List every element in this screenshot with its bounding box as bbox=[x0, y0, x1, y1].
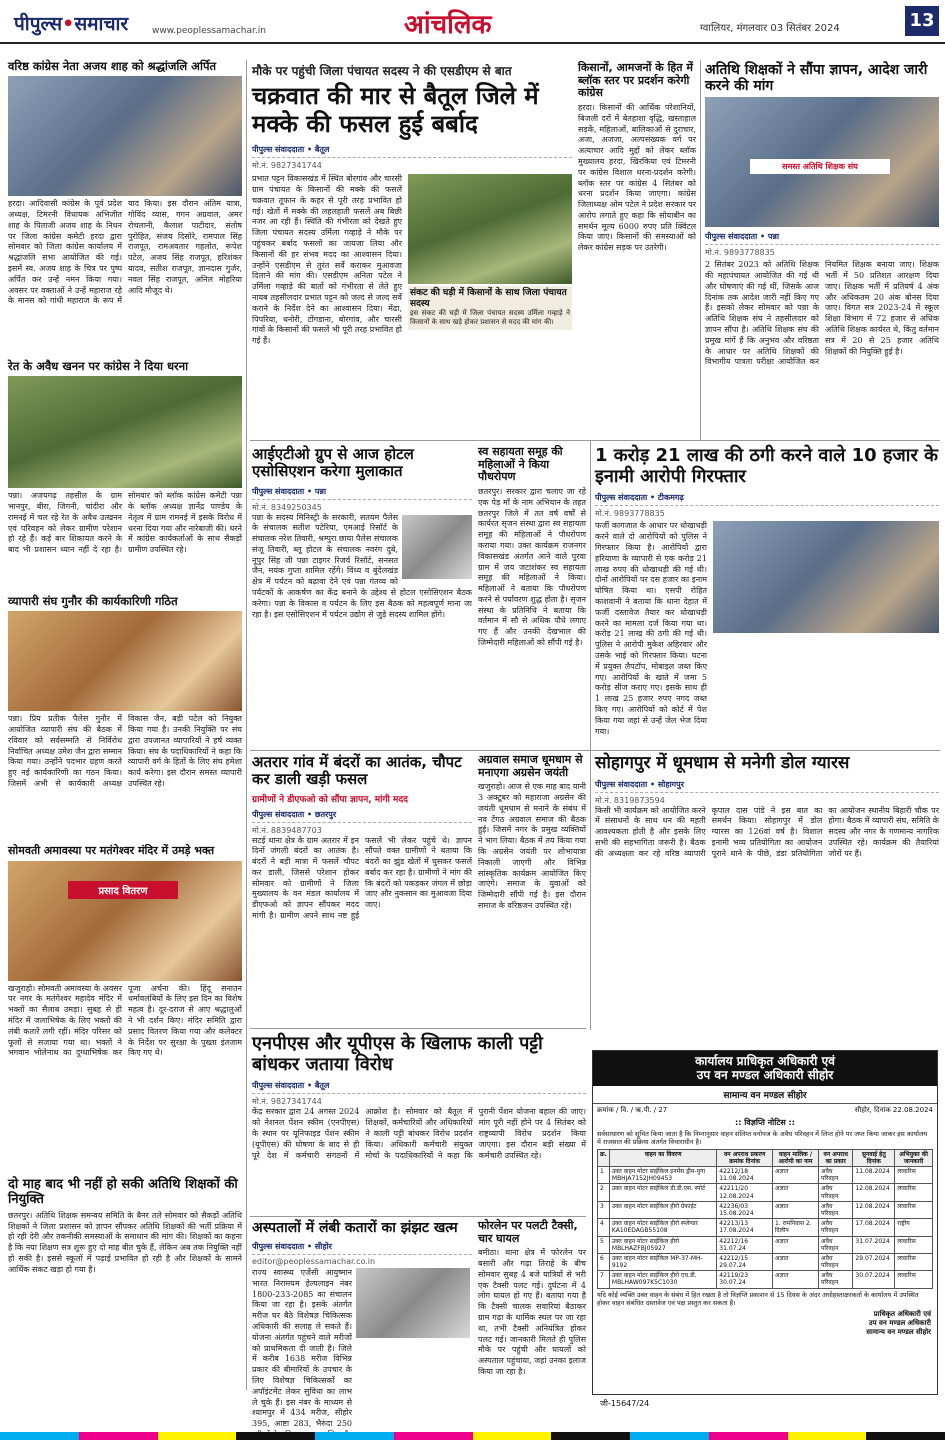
headline: अस्पतालों में लंबी कतारों का झंझट खत्म bbox=[252, 1220, 458, 1236]
notice-footer: यदि कोई व्यक्ति उक्त वाहन के संबंध में हित रखता है तो विज्ञप्ति प्रकाशन से 15 दिवस के अंदर अधोहस्ताक्षरकर्ता के कार्यालय में उपस्थित होकर वाहन संबंधित दस्तावेज एवं पक्ष प्रस्तुत कर सकता है। bbox=[597, 1290, 919, 1308]
notice-intro: सर्वसाधारण को सूचित किया जाता है कि निम्नानुसार वाहन संलिप्त वनोपज के अवैध परिवहन में लिप्त होने पर जप्त किया जाकर इस कार्यालय में राजसात की प्रक्रिया अंतर्गत विचाराधीन है। bbox=[597, 1129, 928, 1147]
table-cell: अज्ञात bbox=[772, 1271, 818, 1288]
table-row bbox=[598, 1184, 933, 1201]
notice-meta bbox=[593, 1104, 937, 1117]
memo-banner: समस्त अतिथि शिक्षक संघ bbox=[750, 159, 890, 174]
table-cell: अज्ञात bbox=[772, 1201, 818, 1218]
article-body: छतरपुर। सरकार द्वारा चलाए जा रहे एक पेड़ माँ के नाम अभियान के तहत छतरपुर जिले में तत वर्ष वर्षों से कार्यरत सृजन संस्था द्वारा स्व सहायता समूह की महिलाओं ने पौधरोपण कराया गया। उक्त कार्यक्रम राजनगर विकासखंड अंतर्गत आने वाले पुरवा ग्राम में जय जटाशंकर स्व सहायता समूह की महिलाओं ने किया। महिलाओं ने बताया कि पौधरोपण करने से पर्यावरण शुद्ध होता है। सृजन संस्था के प्रतिनिधि ने बताया कि वर्तमान में सौ से अधिक पौधे लगाए गए हैं और उनकी देखभाल की जिम्मेदारी महिलाओं को सौंपी गई है। bbox=[478, 486, 586, 648]
notice-col-header: सुनवाई हेतु दिनांक bbox=[853, 1149, 895, 1166]
article-dol-gyaras bbox=[595, 754, 939, 1024]
table-cell: उक्त वाहन मोटर साईकिल हीरो एच.डी. MBLHAW097K5C1030 bbox=[609, 1271, 716, 1288]
photo-caption: संकट की घड़ी में किसानों के साथ जिला पंचायत सदस्य bbox=[410, 288, 567, 309]
notice-col-header: अभियुक्त की जानकारी bbox=[895, 1149, 933, 1166]
article-temple bbox=[8, 845, 242, 1170]
notice-title: :: विज्ञप्ति नोटिस :: bbox=[735, 1117, 795, 1127]
article-body: बमीठा। थाना क्षेत्र में फोरलेन पर बसारी और गढ़ा तिराहे के बीच सोमवार सुबह 4 बजे यात्रियों से भरी एक टैक्सी पलट गई। दुर्घटना में 4 लोग घायल हो गए हैं। बताया गया है कि टैक्सी चालक सवारियां बैठाकर ग्राम गढ़ा के धार्मिक स्थल पर जा रहा था, तभी टैक्सी अनियंत्रित होकर पलट गई। जानकारी मिलते ही पुलिस मौके पर पहुंची और घायलों को अस्पताल पहुंचाया, जहां उनका इलाज किया जा रहा है। bbox=[478, 1248, 586, 1377]
headline: 1 करोड़ 21 लाख की ठगी करने वाले 10 हजार के इनामी आरोपी गिरफ्तार bbox=[595, 445, 938, 487]
brand-logo[interactable]: पीपुल्स•समाचार bbox=[14, 13, 129, 35]
article-sand-mining bbox=[8, 360, 242, 590]
photo-traders bbox=[8, 611, 242, 711]
mobile-number: मो.नं. 9827341744 bbox=[252, 1097, 322, 1107]
article-body: फर्जी कागजात के आधार पर धोखाधड़ी करने वाले दो आरोपियों को पुलिस ने गिरफ्तार किया है। आरोपियों द्वारा हरियाणा के व्यापारी से एक करोड़ 21 लाख रुपए की धोखाधड़ी की गई थी। दोनों आरोपियों पर दस हजार का इनाम घोषित किया था। एसपी रोहित काशवानी ने बताया कि थाना देहात में फर्जी दस्तावेज तैयार कर धोखाधड़ी करने का मामला दर्ज किया गया था। करोड़ 21 लाख की ठगी की गई थी। पुलिस ने आरोपी मुकेश अहिरवार और उसके भाई को गिरफ्तार किया। घटना में प्रयुक्त लैपटॉप, मोबाइल जब्त किए गए। आरोपियों के खाते में जमा 5 करोड़ सीज कराए गए। इसके साथ ही 1 लाख 25 हजार रुपए नगद जब्त किए गए। आरोपियों को कोर्ट में पेश किया गया जहां से उन्हें जेल भेज दिया गया। bbox=[595, 521, 707, 736]
article-body: प्रभात पट्टन विकासखंड में स्थित बोरगांव और चारसी ग्राम पंचायत के किसानों की मक्के की फसलें चक्रवात तूफान के कहर से पूरी तरह प्रभावित हो गई। खेतों में मक्के की लहलहाती फसलें अब बिछी नजर आ रही हैं। स्थिति की गंभीरता को देखते हुए जिला पंचायत सदस्य उर्मिला गव्हाड़े ने मौके पर पहुंचकर बर्बाद फसलों का जायजा लिया और किसानों की हर संभव मदद का आश्वासन दिया। उन्होंने एसडीएम से तुरंत सर्वे कराकर मुआवजा दिलाने की मांग की। एसडीएम अनिता पटेल ने उर्मिला गव्हाड़े की बातों को गंभीरता से लेते हुए नायब तहसीलदार प्रभात पट्टन को जल्द से जल्द सर्वे कराने के निर्देश देने का आश्वासन दिया। मेंढा, पिपरिया, धनोरी, टोंगडाना, बोरगांव, और चारसी गांवों के किसानों की फसलें भी पूरी तरह प्रभावित हो गई हैं। bbox=[252, 174, 402, 346]
article-body: किसी भी कार्यक्रम को आयोजित करने में संसाधनों के साथ धन की महती आवश्यकता होती है और इसके लिए सभी की सहभागिता जरूरी है। बैठक की अध्यक्षता कर रहे वरिष्ठ व्यापारी कृपाल दास पांडे ने इस बात का समर्थन किया। सोहागपुर में डोल ग्यारस का 126वां वर्ष है। विशाल इनामी भव्य प्रतियोगिता का आयोजन पूराने थाने के पीछे, डंडा प्रतियोगिता का आयोजन स्थानीय बिहारी चौक पर होगा। बैठक में व्यापारी संघ, समिति के सदस्य और नगर के गणमान्य नागरिक उपस्थित रहे। कार्यक्रम की तैयारियां जोरों पर हैं। bbox=[595, 805, 939, 858]
table-cell: 17.08.2024 bbox=[853, 1219, 895, 1236]
photo-hospital bbox=[356, 1268, 470, 1338]
row-rule bbox=[250, 750, 940, 751]
headline: अग्रवाल समाज धूमधाम से मनाएगा अग्रसेन जयंती bbox=[478, 753, 583, 779]
mobile-number: मो.नं. 8319873594 bbox=[595, 795, 665, 805]
article-guest-teachers-memo bbox=[705, 62, 939, 432]
notice-table-body bbox=[598, 1167, 933, 1289]
byline: पीपुल्स संवाददाता • सोहागपुर bbox=[595, 777, 939, 793]
notice-ref-date: सीहोर, दिनांक 22.08.2024 bbox=[854, 1105, 933, 1114]
kicker: मौके पर पहुंची जिला पंचायत सदस्य ने की एसडीएम से बात bbox=[252, 64, 512, 78]
mobile-number: मो.नं. 8839487703 bbox=[252, 825, 322, 835]
brand-part-a: पीपुल्स bbox=[14, 13, 63, 35]
notice-table bbox=[597, 1149, 933, 1289]
email-address[interactable]: editor@peoplessamachar.co.in bbox=[252, 1257, 376, 1267]
table-cell: 3 bbox=[598, 1201, 610, 1218]
photo-memo bbox=[705, 97, 939, 227]
table-cell: अवैध परिवहन bbox=[819, 1184, 853, 1201]
table-cell: 31.07.2024 bbox=[853, 1236, 895, 1253]
photo-police bbox=[713, 521, 939, 633]
table-row bbox=[598, 1201, 933, 1218]
table-cell: 42211/20 12.08.2024 bbox=[717, 1184, 773, 1201]
table-row bbox=[598, 1167, 933, 1184]
article-hotel-association bbox=[252, 446, 472, 746]
table-cell: 5 bbox=[598, 1236, 610, 1253]
table-cell: 29.07.2024 bbox=[853, 1253, 895, 1270]
table-cell: 7 bbox=[598, 1271, 610, 1288]
notice-col-header: क्र. bbox=[598, 1149, 610, 1166]
table-cell: 4 bbox=[598, 1219, 610, 1236]
mobile-number: मो.नं. 9893778835 bbox=[595, 509, 665, 519]
byline: पीपुल्स संवाददाता • पन्ना bbox=[705, 229, 939, 245]
table-row bbox=[598, 1219, 933, 1236]
table-cell: लावारिस bbox=[895, 1167, 933, 1184]
signature-line-3: सामान्य वन मण्डल सीहोर bbox=[866, 1327, 931, 1336]
notice-col-header: वाहन मालिक / आरोपी का नाम bbox=[772, 1149, 818, 1166]
article-monkeys bbox=[252, 754, 472, 1024]
headline: रेत के अवैध खनन पर कांग्रेस ने दिया धरना bbox=[8, 359, 189, 373]
table-cell: उक्त वाहन मोटर साईकिल MP-37-MH-9192 bbox=[609, 1253, 716, 1270]
row-rule bbox=[250, 440, 940, 441]
article-body: केंद्र सरकार द्वारा 24 अगस्त 2024 को नेशनल पेंशन स्कीम (एनपीएस) के स्थान पर यूनिफाइड पेंशन स्कीम (यूपीएस) की घोषणा के बाद से ही पूरे देश में कर्मचारी संगठनों में आक्रोश है। सोमवार को बैतूल में शिक्षकों, कर्मचारियों और अधिकारियों ने काली पट्टी बांधकर विरोध प्रदर्शन किया। अधिकारी कर्मचारी संयुक्त मोर्चा के पदाधिकारियों ने कहा कि पुरानी पेंशन योजना बहाल की जाए। मांग पूरी नहीं होने पर 4 सितंबर को राष्ट्रव्यापी विरोध प्रदर्शन किया जाएगा। इस दौरान बड़ी संख्या में कर्मचारी उपस्थित रहे। bbox=[252, 1107, 586, 1160]
photo-portrait bbox=[402, 515, 472, 579]
table-cell: लावारिस bbox=[895, 1236, 933, 1253]
mobile-number: मो.नं. 9893778835 bbox=[705, 248, 775, 258]
article-body: 2 सितंबर 2023 को अतिथि शिक्षक की महापंचायत आयोजित की गई थी और घोषणाएं की गई थीं, जिसके आज दिनांक तक आदेश जारी नहीं किए गए हैं। इसको लेकर सोमवार को पन्ना के अतिथि शिक्षक संघ ने तहसीलदार को ज्ञापन सौंपा है। अतिथि शिक्षक संघ की प्रमुख मांगें हैं कि अनुभव और वरिष्ठता के आधार पर अतिथि शिक्षकों की विभागीय पात्रता परीक्षा आयोजित कर नियमित शिक्षक बनाया जाए। शिक्षक भर्ती में 50 प्रतिशत आरक्षण दिया जाए। शिक्षक भर्ती में प्रतियर्ष 4 अंक और अधिकतम 20 अंक बोनस दिया जाए। विगत सत्र 2023-24 में स्कूल शिक्षा विभाग में 72 हजार से अधिक अतिथि शिक्षक कार्यरत थे, किंतु वर्तमान सत्र में 20 से 25 हजार अतिथि शिक्षकों की नियुक्ति हुई है। bbox=[705, 260, 939, 367]
table-cell: उक्त वाहन मोटर साईकिल डी.डी.एस. स्पोर्ट bbox=[609, 1184, 716, 1201]
photo-sub-caption: इस संकट की घड़ी में जिला पंचायत सदस्य उर्मिला गव्हाड़े ने किसानों के साथ खड़े होकर प्रशासन से मदद की मांग की। bbox=[410, 308, 570, 327]
notice-table-header bbox=[598, 1149, 933, 1166]
table-cell: 12.08.2024 bbox=[853, 1184, 895, 1201]
page-number: 13 bbox=[905, 6, 939, 36]
mobile-number: मो.नं. 9827341744 bbox=[252, 161, 322, 171]
table-cell: अवैध परिवहन bbox=[819, 1219, 853, 1236]
byline: पीपुल्स संवाददाता • पन्ना bbox=[252, 484, 472, 500]
notice-header-line-2: उप वन मण्डल अधिकारी सीहोर bbox=[696, 1068, 834, 1083]
byline: पीपुल्स संवाददाता • छतरपुर bbox=[252, 807, 472, 823]
table-cell: उक्त वाहन मोटर साईकिल हीरो MBLHAZFBJ05927 bbox=[609, 1236, 716, 1253]
article-taxi-accident bbox=[478, 1220, 586, 1430]
table-cell: 42119/23 30.07.24 bbox=[717, 1271, 773, 1288]
signature-line-1: प्राधिकृत अधिकारी एवं bbox=[873, 1309, 931, 1318]
table-cell: लावारिस bbox=[895, 1184, 933, 1201]
notice-col-header: वन अपराध प्रकरण क्रमांक दिनांक bbox=[717, 1149, 773, 1166]
headline: फोरलेन पर पलटी टैक्सी, चार घायल bbox=[478, 1219, 578, 1245]
headline: व्यापारी संघ गुनौर की कार्यकारिणी गठित bbox=[8, 594, 178, 608]
headline: सोहागपुर में धूमधाम से मनेगी डोल ग्यारस bbox=[595, 753, 850, 773]
table-cell: उक्त वाहन मोटर साईकिल इनमेंस ड्रीम-युगा MBHJA7152JH09453 bbox=[609, 1167, 716, 1184]
byline: पीपुल्स संवाददाता • टीकमगढ़ bbox=[595, 490, 939, 506]
signature-line-2: उप वन मण्डल अधिकारी bbox=[868, 1318, 931, 1327]
photo-temple bbox=[8, 861, 242, 981]
brand-part-b: समाचार bbox=[74, 13, 129, 35]
notice-header-line-1: कार्यालय प्राधिकृत अधिकारी एवं bbox=[695, 1054, 835, 1068]
byline: पीपुल्स संवाददाता • सीहोर bbox=[252, 1239, 472, 1255]
table-cell: 1 bbox=[598, 1167, 610, 1184]
byline: पीपुल्स संवाददाता • बैतूल bbox=[252, 1078, 586, 1094]
table-cell: लावारिस bbox=[895, 1201, 933, 1218]
article-nps-protest bbox=[252, 1034, 586, 1214]
table-cell: लावारिस bbox=[895, 1253, 933, 1270]
article-body: छतरपुर। अतिथि शिक्षक समन्वय समिति के बैनर तले सोमवार को सैकड़ों अतिथि शिक्षकों ने जिला प्रशासन को ज्ञापन सौंपकर अतिथि शिक्षकों की भर्ती प्रक्रिया में हो रही देरी और तकनीकी समस्याओं के समाधान की मांग की। शिक्षकों का कहना है कि नया शिक्षण सत्र शुरू हुए दो माह बीत चुके हैं, लेकिन अब तक नियुक्ति नहीं हो सकी है। इससे स्कूलों में पढ़ाई प्रभावित हो रही है और शिक्षकों के सामने आर्थिक संकट खड़ा हो गया है। bbox=[8, 1210, 242, 1274]
table-cell: उक्त वाहन मोटर साईकिल हीरो स्प्लेण्डर KA10EDAGB55108 bbox=[609, 1219, 716, 1236]
site-url[interactable]: www.peoplessamachar.in bbox=[152, 26, 266, 36]
notice-subheader: सामान्य वन मण्डल सीहोर bbox=[593, 1086, 937, 1104]
table-cell: 11.08.2024 bbox=[853, 1167, 895, 1184]
table-cell: 42212/18 11.08.2024 bbox=[717, 1167, 773, 1184]
kicker: ग्रामीणों ने डीएफओ को सौंपा ज्ञापन, मांगी मदद bbox=[252, 794, 408, 805]
headline: सोमवती अमावस्या पर मतंगेश्वर मंदिर में उमड़े भक्त bbox=[8, 844, 215, 857]
table-row bbox=[598, 1271, 933, 1288]
forest-notice bbox=[592, 1050, 938, 1395]
table-cell: 42212/15 29.07.24 bbox=[717, 1253, 773, 1270]
article-body: सटई थाना क्षेत्र के ग्राम अतरार में इन दिनों जंगली बंदरों का आतंक है। बंदरों ने बड़ी मात्रा में फसलें चौपट कर डाली, जिससे परेशान होकर सोमवार को ग्रामीणों ने जिला मुख्यालय के वन मंडल कार्यालय में डीएफओ को ज्ञापन सौंपकर मदद मांगी है। ग्रामीण अपने साथ नष्ट हुई फसलें भी लेकर पहुंचे थे। ज्ञापन सौंपते वक्त ग्रामीणों ने बताया कि बंदरों का झुंड खेतों में घुसकर फसलें बर्बाद कर रहा है। ग्रामीणों ने मांग की कि बंदरों को पकड़कर जंगल में छोड़ा जाए और नुकसान का मुआवजा दिया जाए। bbox=[252, 835, 472, 921]
notice-col-header: वन अपराध का प्रकार bbox=[819, 1149, 853, 1166]
table-cell: अवैध परिवहन bbox=[819, 1253, 853, 1270]
section-title: आंचलिक bbox=[404, 10, 492, 40]
table-cell: अज्ञात bbox=[772, 1167, 818, 1184]
table-cell: लावारिस bbox=[895, 1271, 933, 1288]
table-cell: अवैध परिवहन bbox=[819, 1236, 853, 1253]
table-cell: अज्ञात bbox=[772, 1184, 818, 1201]
table-cell: अवैध परिवहन bbox=[819, 1167, 853, 1184]
notice-col-header: वाहन का विवरण bbox=[609, 1149, 716, 1166]
headline: आईएटीओ ग्रुप से आज होटल एसोसिएशन करेगा मुलाकात bbox=[252, 445, 414, 481]
mobile-number: मो.नं. 8349250345 bbox=[252, 502, 322, 512]
headline: एनपीएस और यूपीएस के खिलाफ काली पट्टी बांधकर जताया विरोध bbox=[252, 1033, 543, 1075]
photo-tribute bbox=[8, 76, 242, 196]
article-body: खजुराहो। आज से एक माह बाद यानी 3 अक्टूबर को महाराजा अग्रसेन की जयंती धूमधाम से मनाने के संबंध में नव टेंगठ अग्रवाल समाज की बैठक हुई। जिसमें नगर के प्रमुख व्यक्तियों ने भाग लिया। बैठक में तय किया गया कि अग्रसेन जयंती पर शोभायात्रा निकाली जाएगी और विभिन्न सांस्कृतिक कार्यक्रम आयोजित किए जाएंगे। समाज के युवाओं को जिम्मेदारी सौंपी गई है। इस दौरान समाज के वरिष्ठजन उपस्थित रहे। bbox=[478, 782, 586, 911]
table-row bbox=[598, 1236, 933, 1253]
headline: किसानों, आमजनों के हित में ब्लॉक स्तर पर प्रदर्शन करेगी कांग्रेस bbox=[578, 61, 693, 100]
masthead bbox=[0, 0, 945, 44]
headline: चक्रवात की मार से बैतूल जिले में मक्के की फसल हुई बर्बाद bbox=[252, 82, 539, 138]
headline: अतिथि शिक्षकों ने सौंपा ज्ञापन, आदेश जारी करने की मांग bbox=[705, 62, 928, 95]
dateline: ग्वालियर, मंगलवार 03 सितंबर 2024 bbox=[700, 23, 840, 34]
article-plantation bbox=[478, 446, 586, 746]
table-cell: 2 bbox=[598, 1184, 610, 1201]
table-cell: 6 bbox=[598, 1253, 610, 1270]
notice-ref-number: क्रमांक / वि. / ऋ.पी. / 27 bbox=[597, 1105, 668, 1114]
prasad-banner: प्रसाद वितरण bbox=[68, 881, 178, 899]
headline: स्व सहायता समूह की महिलाओं ने किया पौधरोपण bbox=[478, 445, 563, 484]
table-cell: 42236/03 15.08.2024 bbox=[717, 1201, 773, 1218]
photo-crop-damage bbox=[408, 174, 572, 284]
article-body: हरदा। किसानों की आर्थिक परेशानियों, बिजली दरों में बेतहाशा वृद्धि, खस्ताहाल सड़कें, महिलाओं, बालिकाओं से दुराचार, अजा, अजजा, अल्पसंख्यक वर्ग पर अत्याचार आदि मुद्दों को लेकर ब्लॉक मुख्यालय हरदा, खिरकिया एवं टिमरनी पर कांग्रेस विशाल धरना-प्रदर्शन करेगी। ब्लॉक स्तर पर कांग्रेस 4 सितंबर को धरना प्रदर्शन किया जाएगा। कांग्रेस जिलाध्यक्ष ओम पटेल ने प्रदेश सरकार पर आरोप लगाते हुए कहा कि सोयाबीन का समर्थन मूल्य 6000 रुपए प्रति क्विंटल किया जाए। किसानों की समस्याओं को लेकर कांग्रेस सड़क पर उतरेगी। bbox=[578, 102, 696, 253]
table-cell: उक्त वाहन मोटर साईकिल हीरो ग्रेफाईट bbox=[609, 1201, 716, 1218]
headline: अतरार गांव में बंदरों का आतंक, चौपट कर डाली खड़ी फसल bbox=[252, 753, 462, 789]
headline: दो माह बाद भी नहीं हो सकी अतिथि शिक्षकों की नियुक्ति bbox=[8, 1177, 238, 1207]
photo-dharna bbox=[8, 376, 242, 488]
table-row bbox=[598, 1253, 933, 1270]
table-cell: अवैध परिवहन bbox=[819, 1271, 853, 1288]
headline: वरिष्ठ कांग्रेस नेता अजय शाह को श्रद्धांजलि अर्पित bbox=[8, 59, 217, 73]
article-cyclone-betul bbox=[252, 62, 572, 432]
article-body: पन्ना के सदस्य मिनिस्ट्री के सरकारी, सतयम पैलेस के संचालक सतीश पटेरिया, एमआई रिसॉर्ट के संचालक नरेश तिवारी, श्रम्पुरा छाया पैलेस संचालक संजू तिवारी, ब्लू होटल के संचालक नवरंग दुबे, नूपुर सिंह जी पन्ना टाइगर रिजर्व रिसॉर्ट, सनसत जैन, मयंक गुप्ता शामिल रहेंगे। विंध्य व बुंदेलखंड क्षेत्र में पर्यटन को बढ़ावा देने एवं पन्ना गंतव्य को पर्यटकों के आकर्षण का केंद्र बनाने के उद्देश्य से होटल एसोसिएशन बैठक करेगा। पन्ना के विकास व पर्यटन के लिए इस बैठक को महत्वपूर्ण माना जा रहा है। इस एसोसिएशन में पर्यटन उद्योग से जुड़े सदस्य शामिल होंगे। bbox=[252, 512, 472, 619]
column-rule bbox=[700, 60, 701, 440]
table-cell: अवैध परिवहन bbox=[819, 1201, 853, 1218]
table-cell: अज्ञात bbox=[772, 1253, 818, 1270]
notice-signature bbox=[593, 1310, 937, 1337]
row-rule bbox=[250, 1028, 586, 1029]
row-rule bbox=[250, 1216, 586, 1217]
article-fraud-arrest bbox=[595, 446, 939, 746]
table-cell: अज्ञात bbox=[772, 1236, 818, 1253]
notice-code: जी-15647/24 bbox=[600, 1399, 650, 1408]
article-hospital-queues bbox=[252, 1220, 472, 1430]
article-traders-union bbox=[8, 595, 242, 840]
article-body: राज्य स्वास्थ्य एजेंसी आयुष्मान भारत निरामयम हेल्पलाइन नंबर 1800-233-2085 का संचालन किया जा रहा है। इसके अंतर्गत मरीज घर बैठे विशेषज्ञ चिकित्सक अधिकारी की सलाह ले सकते हैं। योजना अंतर्गत पहुंचने वाले मरीजों को प्राथमिकता दी जाती है। जिले में करीब 1638 मरीज विभिन्न प्रकार की बीमारियों के उपचार के लिए विशेषज्ञ चिकित्सकों का अपॉइंटमेंट लेकर सुविधा का लाभ ले चुके हैं। इस नंबर के माध्यम से श्यामपुर में 434 मरीज, सीहोर 395, आष्टा 283, भैरुंदा 250 bbox=[252, 1268, 352, 1429]
article-guest-teachers-delay bbox=[8, 1178, 242, 1428]
article-body: खजुराहो। सोमवती अमावस्या के अवसर पर नगर के मतंगेश्वर महादेव मंदिर में भक्तों का सैलाब उमड़ा। सुबह से ही मंदिर में जलाभिषेक के लिए भक्तों की लंबी कतारें लगी रहीं। मंदिर परिसर को फूलों से सजाया गया था। भक्तों ने भगवान भोलेनाथ का दुग्धाभिषेक कर पूजा अर्चना की। हिंदू सनातन धर्मावलंबियों के लिए इस दिन का विशेष महत्व है। दूर-दराज से आए श्रद्धालुओं ने भी दर्शन किए। मंदिर समिति द्वारा प्रसाद वितरण किया गया और कलेक्टर के निर्देश पर सुरक्षा के पुख्ता इंतजाम किए गए थे। bbox=[8, 983, 242, 1058]
byline: पीपुल्स संवाददाता • बैतूल bbox=[252, 142, 572, 158]
column-rule bbox=[246, 60, 247, 1390]
article-agrasen bbox=[478, 754, 586, 1024]
notice-header bbox=[593, 1051, 937, 1086]
table-cell: 42213/13 17.08.2024 bbox=[717, 1219, 773, 1236]
printer-color-bar bbox=[0, 1432, 945, 1440]
article-body: हरदा। आदिवासी कांग्रेस के पूर्व प्रदेश अध्यक्ष, टिमरनी विधायक अभिजीत शाह के पिताजी अजय शाह के निधन पर जिला कांग्रेस कमेटी हरदा द्वारा सोमवार को जिला कांग्रेस कार्यालय में श्रद्धांजलि सभा आयोजित की गई। इसमें स्व. अजय शाह के चित्र पर पुष्प अर्पित कर उन्हें नमन किया गया। अवसर पर वक्ताओं ने उन्हें महाराज रहे के मानस को गांधी महाराज के रूप में याद किया। इस दौरान अंतिम यात्रा, गोविंद व्यास, गगन अग्रवाल, अमर रोचलानी, कैलाश पाटीदार, संतोष पुरोहित, संजय दिसोरे, रामपाल सिंह राजपूत, रामअवतार गहलोत, रूपेश पटेल, अजय सिंह राजपूत, हरिशंकर यादव, सतीश राजपूत, ज्ञानदास गुर्जर, नवल सिंह राजपूत, अनिल मोहरिया आदि मौजूद थे। bbox=[8, 199, 242, 306]
article-tribute bbox=[8, 60, 242, 356]
article-congress-protest bbox=[578, 62, 696, 432]
article-body: पन्ना। अजयगढ़ तहसील के ग्राम भानपुर, बीरा, जिगनी, चांदीरा और रामनई में चल रहे रेत के अवैध उत्खनन एवं परिवहन को लेकर ग्रामीण परेशान हो रहे हैं। कई बार शिकायत करने के बाद भी प्रशासन ध्यान नहीं दे रहा है। सोमवार को ब्लॉक कांग्रेस कमेटी पन्ना के ब्लॉक अध्यक्ष ज्ञानेंद्र पाण्डेय के नेतृत्व में ग्राम रामनई में इसके विरोध में धरना दिया गया और नारेबाजी की। धरने में कांग्रेस कार्यकर्ताओं के साथ सैकड़ों ग्रामीण उपस्थित रहे। bbox=[8, 491, 242, 555]
column-rule bbox=[590, 440, 591, 1030]
table-cell: राष्ट्रीय bbox=[895, 1219, 933, 1236]
table-cell: 1. रामनिवास 2. दिलीप bbox=[772, 1219, 818, 1236]
article-body: पन्ना। प्रिय प्रतीक पैलेस गुनौर में आयोजित व्यापारी संघ की बैठक में रविवार को सर्वसम्मति से निर्विरोध निर्वाचित अध्यक्ष उमेश जैन द्वारा सम्मान किया गया। उन्होंने पदभार ग्रहण करते हुए नई कार्यकारिणी का गठन किया। जिसमें अभी से कार्यकारी अध्यक्ष विकास जैन, बड़ी पटेल को नियुक्त किया गया है। उनकी नियुक्ति पर संघ द्वारा उपजानत व्यापारियों ने हर्ष व्यक्त किया। संघ के पदाधिकारियों ने कहा कि व्यापारी वर्ग के हितों के लिए संघ हमेशा कार्य करेगा। इस दौरान समस्त व्यापारी उपस्थित रहे। bbox=[8, 714, 242, 788]
table-cell: 42212/16 31.07.24 bbox=[717, 1236, 773, 1253]
table-cell: 12.08.2024 bbox=[853, 1201, 895, 1218]
table-cell: 30.07.2024 bbox=[853, 1271, 895, 1288]
